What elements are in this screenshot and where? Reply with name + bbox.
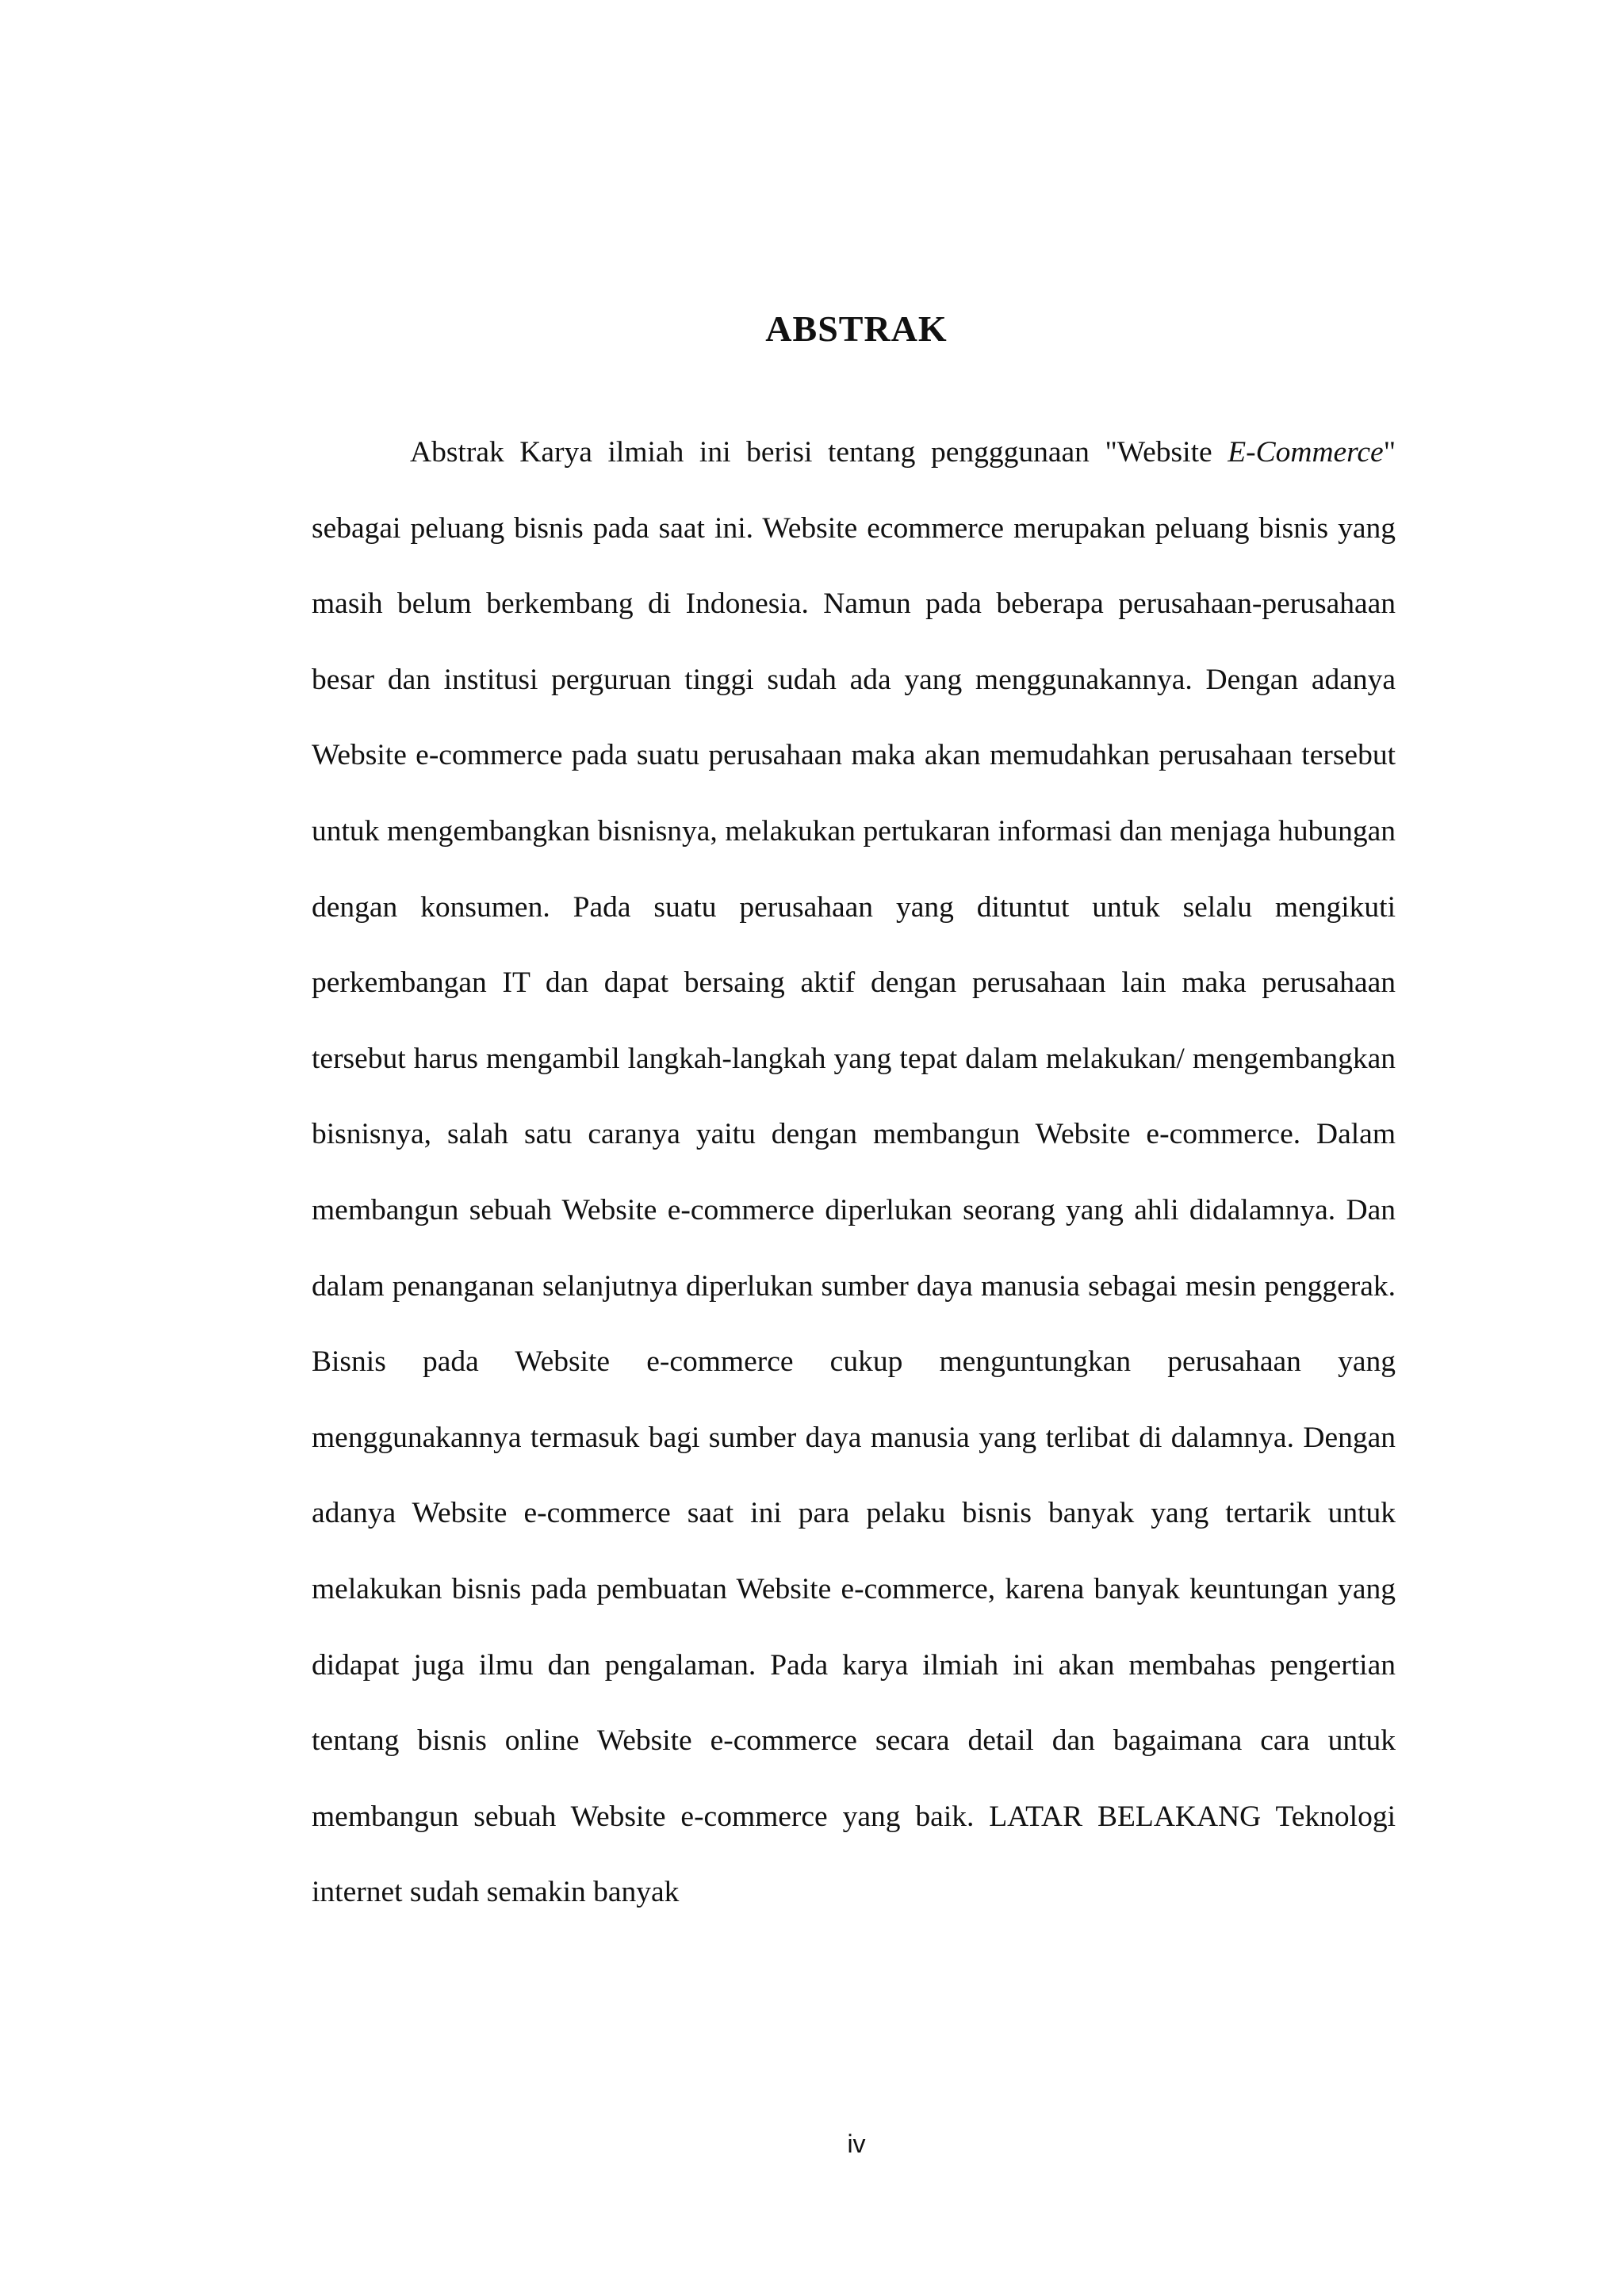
- abstract-intro: Abstrak Karya ilmiah ini berisi tentang pengggunaan "Website: [410, 436, 1228, 469]
- page-number: iv: [847, 2130, 866, 2158]
- abstract-italic-term: E-Commerce: [1228, 436, 1384, 469]
- abstract-body: " sebagai peluang bisnis pada saat ini. Website ecommerce merupakan peluang bisnis yang masih belum berkembang di Indonesia. Namun pada beberapa perusahaan-perusahaan besar dan institusi perguruan tinggi sudah ada yang menggunakannya. Dengan adanya Website e-commerce pada suatu perusahaan maka akan memudahkan perusahaan tersebut untuk mengembangkan bisnisnya, melakukan pertukaran informasi dan menjaga hubungan dengan konsumen. Pada suatu perusahaan yang dituntut untuk selalu mengikuti perkembangan IT dan dapat bersaing aktif dengan perusahaan lain maka perusahaan tersebut harus mengambil langkah-langkah yang tepat dalam melakukan/ mengembangkan bisnisnya, salah satu caranya yaitu dengan membangun Website e-commerce. Dalam membangun sebuah Website e-commerce diperlukan seorang yang ahli didalamnya. Dan dalam penanganan selanjutnya diperlukan sumber daya manusia sebagai mesin penggerak. Bisnis pada Website e-commerce cukup menguntungkan perusahaan yang menggunakannya termasuk bagi sumber daya manusia yang terlibat di dalamnya. Dengan adanya Website e-commerce saat ini para pelaku bisnis banyak yang tertarik untuk melakukan bisnis pada pembuatan Website e-commerce, karena banyak keuntungan yang didapat juga ilmu dan pengalaman. Pada karya ilmiah ini akan membahas pengertian tentang bisnis online Website e-commerce secara detail dan bagaimana cara untuk membangun sebuah Website e-commerce yang baik. LATAR BELAKANG Teknologi internet sudah semakin banyak: [312, 436, 1396, 1909]
- abstract-paragraph: [312, 415, 1396, 1931]
- page-title: ABSTRAK: [765, 308, 948, 349]
